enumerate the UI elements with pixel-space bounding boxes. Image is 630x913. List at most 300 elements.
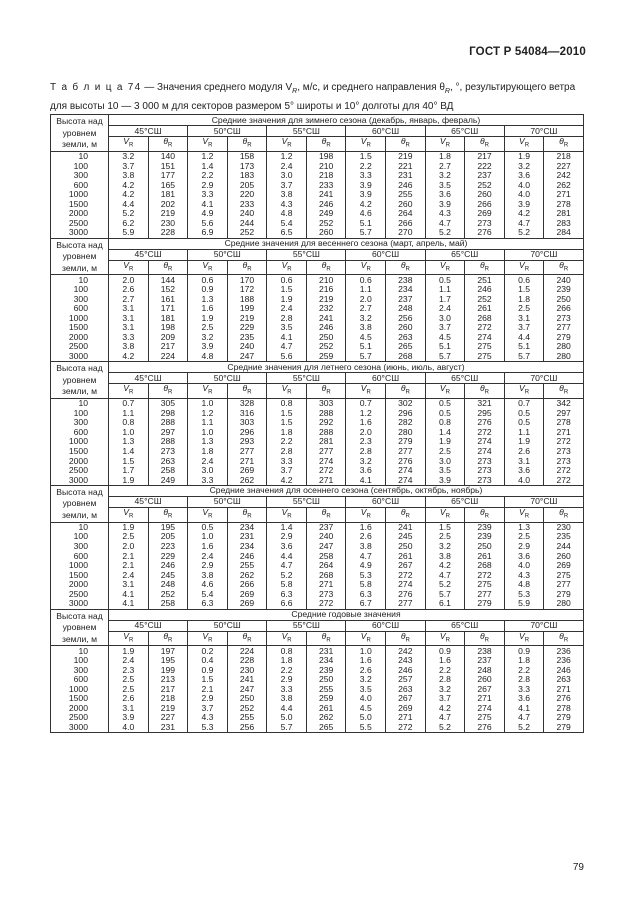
direction-cell: 245 (386, 532, 426, 542)
speed-cell: 3.9 (425, 199, 465, 209)
speed-cell: 1.1 (188, 418, 228, 428)
latitude-header: 60°СШ (346, 249, 425, 260)
direction-cell: 235 (544, 532, 584, 542)
table-row (51, 304, 584, 314)
wind-table-container (50, 114, 584, 733)
speed-cell: 0.5 (425, 399, 465, 409)
direction-cell: 279 (386, 437, 426, 447)
speed-header: $V_R$ (188, 384, 228, 399)
direction-cell: 241 (306, 314, 346, 324)
speed-cell: 3.6 (425, 190, 465, 200)
speed-cell: 5.2 (504, 723, 544, 733)
speed-cell: 4.5 (346, 704, 386, 714)
speed-cell: 1.5 (267, 285, 307, 295)
direction-cell: 246 (306, 323, 346, 333)
speed-cell: 2.9 (267, 675, 307, 685)
speed-cell: 2.5 (504, 532, 544, 542)
speed-cell: 3.8 (109, 342, 149, 352)
variable-header-row (51, 260, 584, 275)
direction-header: $\theta_R$ (148, 631, 188, 646)
direction-cell: 233 (306, 180, 346, 190)
direction-cell: 279 (544, 723, 584, 733)
height-cell: 1500 (51, 694, 109, 704)
speed-cell: 4.1 (346, 475, 386, 485)
speed-cell: 5.2 (425, 580, 465, 590)
height-cell: 300 (51, 665, 109, 675)
latitude-header: 70°СШ (504, 496, 583, 507)
direction-cell: 205 (227, 180, 267, 190)
speed-cell: 3.2 (425, 542, 465, 552)
direction-cell: 275 (465, 342, 505, 352)
speed-cell: 3.7 (504, 323, 544, 333)
direction-cell: 240 (227, 342, 267, 352)
speed-cell: 0.7 (109, 399, 149, 409)
section-title: Средние значения для весеннего сезона (март, апрель, май) (109, 238, 584, 249)
direction-header: $\theta_R$ (227, 507, 267, 522)
direction-cell: 260 (386, 199, 426, 209)
table-row (51, 665, 584, 675)
speed-cell: 3.3 (188, 190, 228, 200)
direction-cell: 296 (386, 409, 426, 419)
speed-cell: 1.5 (109, 456, 149, 466)
height-cell: 2000 (51, 580, 109, 590)
direction-header: $\theta_R$ (148, 137, 188, 152)
speed-cell: 2.5 (109, 684, 149, 694)
direction-cell: 273 (465, 456, 505, 466)
table-row (51, 314, 584, 324)
latitude-header: 45°СШ (109, 620, 188, 631)
height-header: Высота над уровнем земли, м (51, 485, 109, 522)
table-row (51, 456, 584, 466)
direction-cell: 252 (465, 294, 505, 304)
speed-cell: 2.1 (188, 684, 228, 694)
direction-cell: 266 (386, 219, 426, 229)
latitude-header: 50°СШ (188, 126, 267, 137)
table-row (51, 399, 584, 409)
table-row (51, 428, 584, 438)
direction-header: $\theta_R$ (227, 260, 267, 275)
speed-cell: 3.8 (425, 551, 465, 561)
speed-cell: 3.2 (346, 675, 386, 685)
direction-cell: 276 (386, 456, 426, 466)
direction-cell: 218 (148, 694, 188, 704)
direction-cell: 246 (386, 665, 426, 675)
speed-cell: 2.8 (504, 675, 544, 685)
speed-header: $V_R$ (109, 507, 149, 522)
speed-cell: 4.3 (425, 209, 465, 219)
direction-cell: 263 (386, 684, 426, 694)
direction-header: $\theta_R$ (227, 137, 267, 152)
speed-cell: 1.9 (504, 151, 544, 161)
speed-cell: 5.7 (425, 589, 465, 599)
direction-cell: 276 (386, 589, 426, 599)
direction-cell: 219 (148, 209, 188, 219)
height-cell: 1500 (51, 570, 109, 580)
speed-cell: 4.5 (346, 333, 386, 343)
variable-header-row (51, 384, 584, 399)
speed-header: $V_R$ (346, 384, 386, 399)
direction-cell: 275 (465, 580, 505, 590)
speed-cell: 1.9 (504, 437, 544, 447)
speed-cell: 5.0 (267, 713, 307, 723)
speed-cell: 0.8 (425, 418, 465, 428)
direction-cell: 171 (148, 304, 188, 314)
direction-cell: 273 (544, 314, 584, 324)
direction-cell: 268 (465, 561, 505, 571)
direction-cell: 243 (386, 656, 426, 666)
height-cell: 100 (51, 409, 109, 419)
direction-cell: 271 (306, 475, 346, 485)
speed-cell: 2.3 (346, 437, 386, 447)
speed-cell: 5.0 (346, 713, 386, 723)
speed-cell: 4.2 (346, 199, 386, 209)
direction-header: $\theta_R$ (544, 631, 584, 646)
direction-cell: 140 (148, 151, 188, 161)
direction-header: $\theta_R$ (465, 137, 505, 152)
speed-cell: 4.1 (109, 589, 149, 599)
direction-cell: 297 (544, 409, 584, 419)
direction-cell: 277 (227, 447, 267, 457)
table-row (51, 294, 584, 304)
speed-cell: 2.7 (425, 161, 465, 171)
speed-cell: 2.9 (188, 561, 228, 571)
speed-cell: 2.6 (504, 447, 544, 457)
speed-cell: 1.0 (346, 646, 386, 656)
direction-cell: 276 (544, 694, 584, 704)
table-row (51, 599, 584, 609)
speed-header: $V_R$ (109, 384, 149, 399)
direction-cell: 269 (544, 561, 584, 571)
direction-cell: 241 (386, 522, 426, 532)
speed-cell: 0.9 (188, 285, 228, 295)
speed-header: $V_R$ (346, 260, 386, 275)
speed-cell: 3.6 (504, 551, 544, 561)
direction-cell: 240 (227, 209, 267, 219)
speed-cell: 0.6 (504, 275, 544, 285)
speed-cell: 4.8 (504, 580, 544, 590)
direction-header: $\theta_R$ (465, 507, 505, 522)
speed-header: $V_R$ (267, 260, 307, 275)
direction-cell: 239 (465, 532, 505, 542)
table-row (51, 570, 584, 580)
speed-cell: 3.9 (504, 199, 544, 209)
speed-cell: 2.4 (188, 456, 228, 466)
speed-cell: 3.2 (425, 684, 465, 694)
speed-cell: 4.1 (188, 199, 228, 209)
direction-header: $\theta_R$ (386, 384, 426, 399)
speed-cell: 0.9 (425, 646, 465, 656)
table-row (51, 151, 584, 161)
direction-cell: 240 (544, 275, 584, 285)
direction-cell: 252 (306, 219, 346, 229)
table-row (51, 589, 584, 599)
speed-cell: 1.9 (109, 475, 149, 485)
latitude-header: 60°СШ (346, 620, 425, 631)
speed-cell: 5.7 (346, 228, 386, 238)
speed-cell: 4.7 (425, 570, 465, 580)
direction-cell: 277 (465, 589, 505, 599)
direction-cell: 269 (465, 209, 505, 219)
speed-cell: 1.3 (504, 522, 544, 532)
direction-cell: 260 (544, 551, 584, 561)
height-cell: 3000 (51, 228, 109, 238)
speed-cell: 1.9 (425, 437, 465, 447)
direction-cell: 272 (306, 466, 346, 476)
speed-header: $V_R$ (504, 507, 544, 522)
direction-cell: 275 (544, 570, 584, 580)
direction-cell: 197 (148, 646, 188, 656)
speed-cell: 0.4 (188, 656, 228, 666)
direction-cell: 284 (544, 228, 584, 238)
speed-cell: 1.9 (109, 522, 149, 532)
direction-cell: 278 (544, 199, 584, 209)
latitude-header: 45°СШ (109, 496, 188, 507)
height-cell: 1000 (51, 190, 109, 200)
direction-cell: 222 (465, 161, 505, 171)
table-row (51, 675, 584, 685)
direction-cell: 217 (148, 684, 188, 694)
direction-cell: 255 (306, 684, 346, 694)
table-row (51, 532, 584, 542)
direction-cell: 231 (306, 646, 346, 656)
latitude-header: 65°СШ (425, 126, 504, 137)
direction-cell: 228 (227, 656, 267, 666)
speed-cell: 1.5 (267, 418, 307, 428)
variable-header-row (51, 631, 584, 646)
speed-cell: 3.1 (109, 304, 149, 314)
speed-cell: 0.5 (504, 409, 544, 419)
height-cell: 3000 (51, 599, 109, 609)
speed-cell: 4.4 (267, 551, 307, 561)
speed-cell: 3.1 (504, 456, 544, 466)
speed-cell: 1.1 (346, 285, 386, 295)
direction-cell: 224 (227, 646, 267, 656)
direction-cell: 268 (306, 570, 346, 580)
direction-cell: 195 (148, 656, 188, 666)
table-row (51, 199, 584, 209)
direction-header: $\theta_R$ (306, 137, 346, 152)
speed-cell: 2.0 (109, 275, 149, 285)
table-row (51, 352, 584, 362)
direction-cell: 342 (544, 399, 584, 409)
direction-cell: 277 (544, 580, 584, 590)
speed-cell: 3.7 (425, 323, 465, 333)
height-cell: 10 (51, 522, 109, 532)
speed-cell: 4.1 (109, 599, 149, 609)
speed-cell: 4.7 (425, 713, 465, 723)
direction-header: $\theta_R$ (148, 384, 188, 399)
speed-cell: 4.7 (504, 713, 544, 723)
direction-cell: 195 (148, 522, 188, 532)
direction-cell: 258 (148, 466, 188, 476)
direction-cell: 274 (465, 447, 505, 457)
speed-cell: 2.6 (109, 285, 149, 295)
speed-cell: 2.4 (109, 656, 149, 666)
height-cell: 1000 (51, 684, 109, 694)
direction-cell: 213 (148, 675, 188, 685)
direction-cell: 272 (465, 570, 505, 580)
latitude-header: 60°СШ (346, 126, 425, 137)
speed-cell: 5.7 (425, 352, 465, 362)
direction-cell: 266 (465, 199, 505, 209)
direction-header: $\theta_R$ (386, 137, 426, 152)
speed-cell: 5.6 (188, 219, 228, 229)
speed-cell: 4.4 (504, 333, 544, 343)
speed-cell: 0.8 (109, 418, 149, 428)
direction-cell: 261 (465, 551, 505, 561)
speed-cell: 4.8 (188, 352, 228, 362)
table-row (51, 646, 584, 656)
document-header: ГОСТ Р 54084—2010 (469, 46, 586, 58)
direction-cell: 183 (227, 171, 267, 181)
speed-cell: 1.8 (267, 656, 307, 666)
direction-cell: 328 (227, 399, 267, 409)
direction-cell: 279 (544, 333, 584, 343)
speed-cell: 3.8 (267, 190, 307, 200)
speed-cell: 2.2 (346, 161, 386, 171)
height-header: Высота над уровнем земли, м (51, 115, 109, 152)
speed-cell: 4.0 (109, 723, 149, 733)
speed-cell: 0.5 (188, 522, 228, 532)
speed-cell: 4.5 (425, 333, 465, 343)
direction-cell: 293 (227, 437, 267, 447)
speed-cell: 0.6 (188, 275, 228, 285)
speed-cell: 4.2 (109, 352, 149, 362)
latitude-header: 60°СШ (346, 496, 425, 507)
direction-cell: 242 (386, 646, 426, 656)
speed-cell: 5.3 (346, 570, 386, 580)
table-row (51, 551, 584, 561)
speed-cell: 4.9 (346, 561, 386, 571)
speed-cell: 1.9 (267, 294, 307, 304)
direction-cell: 274 (386, 580, 426, 590)
direction-cell: 272 (544, 437, 584, 447)
direction-cell: 234 (227, 522, 267, 532)
height-cell: 2000 (51, 456, 109, 466)
direction-cell: 276 (465, 418, 505, 428)
speed-header: $V_R$ (188, 260, 228, 275)
speed-cell: 2.7 (109, 294, 149, 304)
direction-cell: 202 (148, 199, 188, 209)
direction-cell: 261 (386, 551, 426, 561)
table-row (51, 285, 584, 295)
speed-cell: 5.4 (188, 589, 228, 599)
direction-cell: 303 (227, 418, 267, 428)
table-row (51, 684, 584, 694)
speed-header: $V_R$ (188, 137, 228, 152)
direction-cell: 165 (148, 180, 188, 190)
latitude-header: 65°СШ (425, 620, 504, 631)
speed-cell: 6.9 (188, 228, 228, 238)
speed-cell: 1.2 (188, 409, 228, 419)
height-cell: 10 (51, 646, 109, 656)
speed-cell: 0.5 (504, 418, 544, 428)
speed-cell: 2.9 (504, 542, 544, 552)
direction-cell: 246 (227, 551, 267, 561)
speed-cell: 1.9 (109, 646, 149, 656)
speed-cell: 2.2 (504, 665, 544, 675)
direction-cell: 272 (386, 723, 426, 733)
speed-cell: 4.7 (267, 561, 307, 571)
table-row (51, 437, 584, 447)
speed-cell: 3.8 (188, 570, 228, 580)
height-cell: 300 (51, 294, 109, 304)
speed-cell: 2.2 (267, 437, 307, 447)
section-title-row (51, 609, 584, 620)
direction-cell: 278 (544, 418, 584, 428)
variable-header-row (51, 137, 584, 152)
direction-cell: 272 (306, 599, 346, 609)
direction-cell: 283 (544, 219, 584, 229)
direction-cell: 277 (386, 599, 426, 609)
latitude-header-row (51, 249, 584, 260)
speed-cell: 3.7 (109, 161, 149, 171)
speed-cell: 4.3 (267, 199, 307, 209)
speed-header: $V_R$ (504, 137, 544, 152)
direction-cell: 280 (386, 428, 426, 438)
direction-cell: 269 (227, 589, 267, 599)
height-cell: 10 (51, 151, 109, 161)
direction-cell: 273 (544, 447, 584, 457)
direction-cell: 239 (306, 665, 346, 675)
variable-header-row (51, 507, 584, 522)
speed-cell: 3.6 (504, 171, 544, 181)
direction-cell: 278 (544, 704, 584, 714)
height-cell: 10 (51, 399, 109, 409)
section-title-row (51, 238, 584, 249)
direction-cell: 255 (227, 713, 267, 723)
speed-cell: 3.5 (346, 684, 386, 694)
direction-cell: 258 (306, 551, 346, 561)
height-cell: 600 (51, 304, 109, 314)
table-row (51, 561, 584, 571)
speed-cell: 4.9 (188, 209, 228, 219)
speed-cell: 2.1 (109, 561, 149, 571)
direction-cell: 273 (465, 466, 505, 476)
direction-cell: 288 (148, 437, 188, 447)
direction-cell: 242 (544, 171, 584, 181)
direction-cell: 273 (465, 219, 505, 229)
speed-cell: 3.1 (109, 704, 149, 714)
direction-cell: 227 (148, 713, 188, 723)
direction-cell: 251 (465, 275, 505, 285)
speed-cell: 3.1 (109, 314, 149, 324)
speed-cell: 1.3 (109, 437, 149, 447)
speed-cell: 2.8 (425, 675, 465, 685)
direction-cell: 280 (544, 342, 584, 352)
speed-cell: 5.2 (267, 570, 307, 580)
direction-cell: 172 (227, 285, 267, 295)
section-title: Средние значения для летнего сезона (июнь, июль, август) (109, 362, 584, 373)
direction-cell: 271 (306, 580, 346, 590)
speed-cell: 1.4 (425, 428, 465, 438)
speed-cell: 6.3 (346, 589, 386, 599)
speed-cell: 3.6 (346, 466, 386, 476)
direction-cell: 273 (306, 589, 346, 599)
direction-cell: 272 (465, 428, 505, 438)
table-row (51, 333, 584, 343)
direction-cell: 262 (227, 570, 267, 580)
speed-cell: 2.4 (109, 570, 149, 580)
direction-cell: 261 (306, 704, 346, 714)
direction-cell: 230 (544, 522, 584, 532)
table-row (51, 190, 584, 200)
direction-header: $\theta_R$ (306, 260, 346, 275)
direction-cell: 288 (306, 409, 346, 419)
table-row (51, 694, 584, 704)
speed-cell: 3.8 (346, 542, 386, 552)
height-cell: 3000 (51, 352, 109, 362)
